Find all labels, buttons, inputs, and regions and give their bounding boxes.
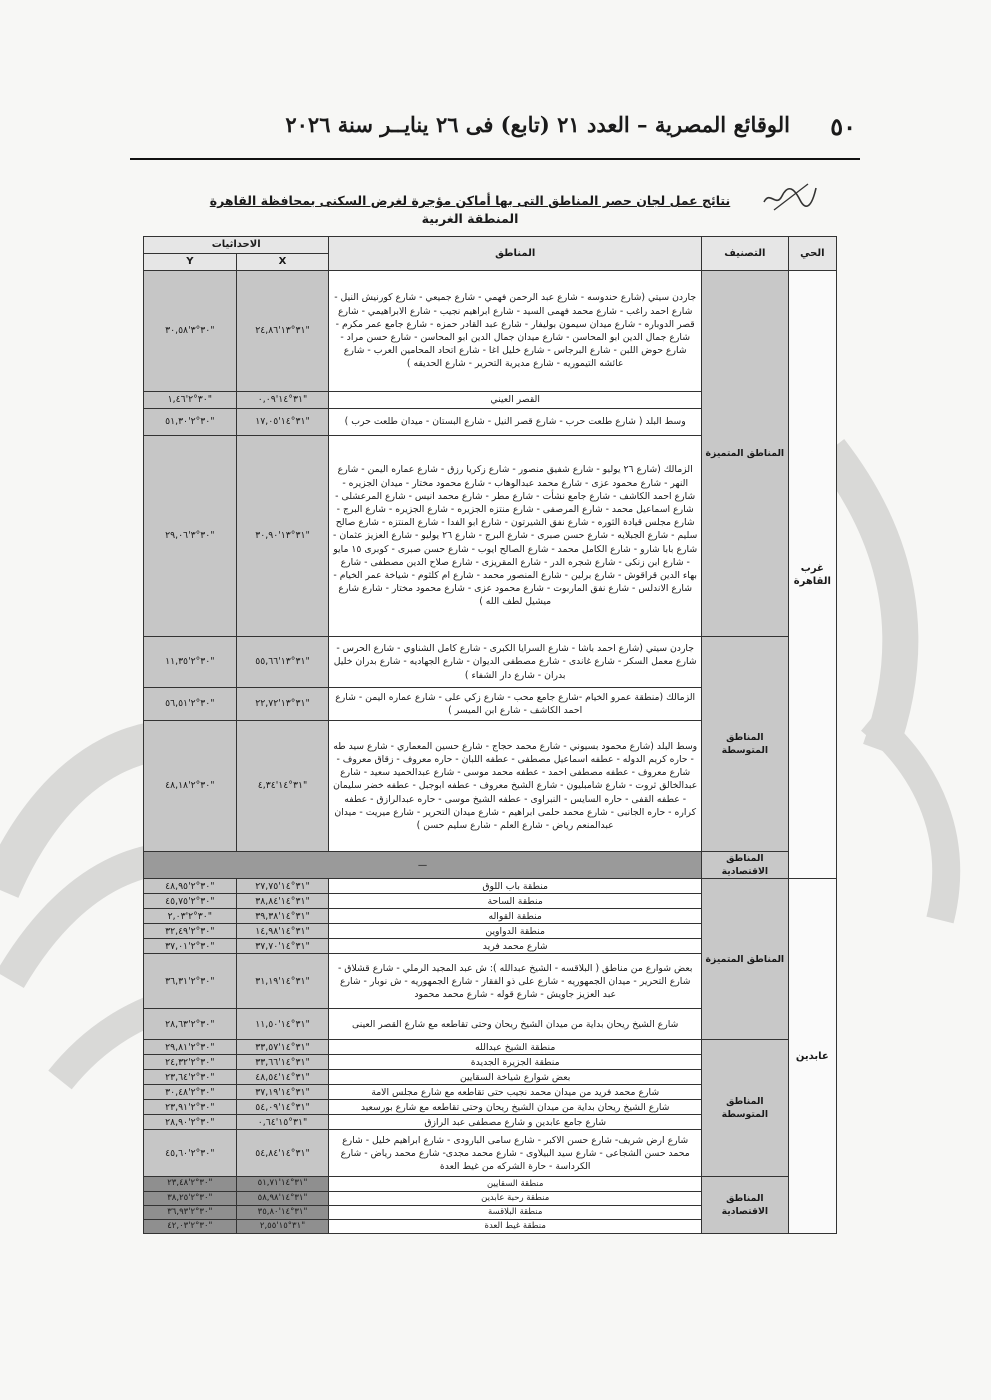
table-row xyxy=(144,879,837,894)
coordinate-y-cell: ٣٠°٢'٢٨,٩٠" xyxy=(144,1115,237,1130)
area-cell: وسط البلد (شارع محمود بسيوني - شارع محمد حجاج - شارع حسين المعماري - شارع سيد طه - حاره كريم الدوله - عطفه اسماعيل مصطفى - عطفه اللبان - حاره معروف - زقاق معروف - شارع معروف - عطفه مصطفى احمد - عطفه محمد موسى - شارع عبدالحميد سعيد - شارع عبدالخالق ثروت - شارع شامبليون - شارع الشيخ معروف - عطفه ابوجبل - عطفه خضر سليمان - عطفه القفى - حاره السايس - النبراوى - عطفه الشيخ موسى - حاره عبدالرازق - عطفه كراره - حاره الجانبى - شارع محمد حلمى ابراهيم - شارع ميدان التحرير - شارع ميريت - ميدان عبدالمنعم رياض - شارع العلم - شارع سليم حسن ) xyxy=(329,721,702,852)
header-classification: التصنيف xyxy=(702,237,789,271)
coordinate-y-cell: ٣٠°٢'١١,٣٥" xyxy=(144,637,237,688)
coordinate-x-cell: ٣١°١٤'٥١,٧١" xyxy=(236,1177,329,1191)
coordinate-y-cell: ٣٠°٢'٥٦,٥١" xyxy=(144,688,237,721)
classification-cell: المناطق المتميزة xyxy=(702,879,789,1040)
area-cell: شارع محمد فريد xyxy=(329,939,702,954)
area-cell: شارع الشيخ ريحان بداية من ميدان الشيخ ريحان وحتى تقاطعه مع شارع بورسعيد xyxy=(329,1100,702,1115)
coordinate-y-cell: ٣٠°٢'٤٥,٧٥" xyxy=(144,894,237,909)
coordinate-y-cell: ٣٠°٢'٣٠,٤٨" xyxy=(144,1085,237,1100)
gazette-title: الوقائع المصرية – العدد ٢١ (تابع) فى ٢٦ ينايــر سنة ٢٠٢٦ xyxy=(285,112,790,137)
coordinate-x-cell: ٣١°١٣'٥٥,٦٦" xyxy=(236,637,329,688)
classification-cell: المناطق الاقتصادية xyxy=(702,1177,789,1234)
header-x: X xyxy=(236,254,329,271)
area-cell: شارع جامع عابدين و شارع مصطفى عبد الرازق xyxy=(329,1115,702,1130)
header-areas: المناطق xyxy=(329,237,702,271)
coordinate-x-cell: ٣١°١٣'٣٠,٩٠" xyxy=(236,436,329,637)
table-header-row xyxy=(144,237,837,254)
area-cell: بعض شوارع من مناطق ( البلاقسه - الشيخ عبدالله ): ش عبد المجيد الرملي - شارع قشلاق - شارع التحرير - ميدان الجمهوريه - شارع على ذو الفقار - شارع الجمهوريه - ش نوبار - شارع عبد العزيز جاويش - شارع قوله - شارع محمد محمود xyxy=(329,954,702,1009)
coordinate-y-cell: ٣٠°٢'٢٣,٤٨" xyxy=(144,1177,237,1191)
coordinate-y-cell: ٣٠°٢'١,٤٦" xyxy=(144,392,237,409)
coordinate-x-cell: ٣١°١٣'٢٤,٨٦" xyxy=(236,271,329,392)
coordinate-x-cell: ٣١°١٤'٠,٠٩" xyxy=(236,392,329,409)
coordinate-y-cell: ٣٠°٢'٣٧,٠١" xyxy=(144,939,237,954)
coordinate-x-cell: ٣١°١٤'٣٨,٨٤" xyxy=(236,894,329,909)
table-body xyxy=(144,271,837,1234)
coordinate-x-cell: ٣١°١٤'٣٣,٥٧" xyxy=(236,1040,329,1055)
coordinate-y-cell: ٣٠°٢'٣٦,٣١" xyxy=(144,954,237,1009)
coordinate-y-cell: ٣٠°٢'٢٨,٦٣" xyxy=(144,1009,237,1040)
area-cell: شارع ارض شريف- شارع حسن الاكبر - شارع سامى البارودى - شارع ابراهيم خليل - شارع محمد حسن الشجاعى - شارع سيد البيلاوى - شارع محمد مجدى- شارع محمد رياض - شارع الكرداسة - حارة الشركه من غيط العدة xyxy=(329,1130,702,1177)
coordinate-x-cell: ٣١°١٤'٣١,١٩" xyxy=(236,954,329,1009)
document-title xyxy=(150,192,790,228)
area-cell: منطقة القواله xyxy=(329,909,702,924)
coordinate-y-cell: ٣٠°٢'٣٢,٤٩" xyxy=(144,924,237,939)
district-cell-west-cairo: غرب القاهرة xyxy=(788,271,836,879)
classification-cell: المناطق المتوسطة xyxy=(702,637,789,852)
coordinate-x-cell: ٣١°١٤'٣٣,٦٦" xyxy=(236,1055,329,1070)
classification-cell: المناطق الاقتصادية xyxy=(702,852,789,879)
header-coordinates: الاحداثيات xyxy=(144,237,329,254)
area-cell: منطقة البلاقسة xyxy=(329,1205,702,1219)
document-title-line2: المنطقة الغربية xyxy=(421,211,519,226)
dash-cell: — xyxy=(144,852,702,879)
coordinate-y-cell: ٣٠°٢'٢٣,٩١" xyxy=(144,1100,237,1115)
area-cell: منطقة الجزيرة الجديدة xyxy=(329,1055,702,1070)
area-cell: منطقة الشيخ عبدالله xyxy=(329,1040,702,1055)
coordinate-y-cell: ٣٠°٢'٢٩,٨١" xyxy=(144,1040,237,1055)
area-cell: الزمالك (منطقة عمرو الخيام -شارع جامع محب - شارع زكي على - شارع عماره اليمن - شارع احمد الكاشف - شارع ابن الميسر ) xyxy=(329,688,702,721)
coordinate-x-cell: ٣١°١٤'٥٤,٠٩" xyxy=(236,1100,329,1115)
area-cell: شارع محمد فريد من ميدان محمد نجيب حتى تقاطعه مع شارع مجلس الامة xyxy=(329,1085,702,1100)
coordinate-x-cell: ٣١°١٥'٠,٦٤" xyxy=(236,1115,329,1130)
coordinate-y-cell: ٣٠°٢'٣٨,٢٥" xyxy=(144,1191,237,1205)
coordinate-y-cell: ٣٠°٢'٢٤,٣٢" xyxy=(144,1055,237,1070)
zones-table-wrapper xyxy=(143,236,837,1234)
area-cell: منطقة الساحة xyxy=(329,894,702,909)
coordinate-x-cell: ٣١°١٤'٤٨,٥٤" xyxy=(236,1070,329,1085)
area-cell: شارع الشيخ ريحان بداية من ميدان الشيخ ريحان وحتى تقاطعه مع شارع القصر العينى xyxy=(329,1009,702,1040)
page-header xyxy=(130,110,860,160)
table-row xyxy=(144,1177,837,1191)
page-number: ٥٠ xyxy=(830,112,856,141)
coordinate-y-cell: ٣٠°٢'٤٥,٦٠" xyxy=(144,1130,237,1177)
coordinate-x-cell: ٣١°١٤'٣٥,٨٠" xyxy=(236,1205,329,1219)
area-cell: منطقة باب اللوق xyxy=(329,879,702,894)
coordinate-y-cell: ٣٠°٢'٤٢,٠٣" xyxy=(144,1220,237,1234)
area-cell: جاردن سيتي (شارع احمد باشا - شارع السرايا الكبرى - شارع كامل الشناوي - شارع الحرس - شارع معمل السكر - شارع غاندى - شارع مصطفى الديوان - شارع الجهاديه - شارع بدران خليل بدران - شارع دار الشفاء ) xyxy=(329,637,702,688)
classification-cell: المناطق المتميزة xyxy=(702,271,789,637)
coordinate-x-cell: ٣١°١٤'٣٧,١٩" xyxy=(236,1085,329,1100)
area-cell: جاردن سيتي (شارع حندوسه - شارع عبد الرحمن فهمي - شارع جميعي - شارع كورنيش النيل - شارع احمد راغب - شارع محمد فهمى السيد - شارع ابراهيم نجيب - شارع الابراهيمي - شارع قصر الدوباره - شارع ميدان سيمون بوليفار - شارع عبد القادر حمزه - شارع جامع عمر مكرم - شارع جمال الدين ابو المحاسن - شارع ميدان جمال الدين ابو المحاسن - شارع حسن مراد - شارع حوض اللبن - شارع البرجاس - شارع خليل اغا - شارع اتحاد المحامين العرب - شارع عائشه التيموريه - شارع مديرية التحرير - شارع الحديقه ) xyxy=(329,271,702,392)
coordinate-y-cell: ٣٠°٣'٢٩,٠٦" xyxy=(144,436,237,637)
area-cell: الزمالك (شارع ٢٦ يوليو - شارع شفيق منصور - شارع زكريا رزق - شارع عماره اليمن - شارع النهر - شارع محمود عزى - شارع محمد عبدالوهاب - شارع محمود مختار - ميدان الجزيره - شارع احمد الكاشف - شارع جامع نشأت - شارع مطر - شارع محمد انيس - شارع المرعشلى - شارع اسماعيل محمد - شارع المرصفى - شارع منتزه الجزيره - شارع الجزيره - شارع البرج - شارع مجلس قيادة الثوره - شارع نفق الشيرتون - شارع ابو الفدا - شارع المنتزه - شارع صالح سليم - شارع الجبلايه - شارع حسن صبرى - شارع البرج - شارع ٢٦ يوليو - شارع العزيز عثمان - شارع بابا شارو - شارع الكامل محمد - شارع الصالح ايوب - شارع حسن صبرى - كوبرى ١٥ مايو - شارع ابن زنكى - شارع شجره الدر - شارع المقريزى - شارع صلاح الدين مصطفى - شارع بهاء الدين قراقوش - شارع برلين - شارع المنصور محمد - شارع ام كلثوم - شياخة عمر الخيام - شارع الاندلس - شارع نفق الماربوت - شارع محمود عزى - شارع محمود مختار - شارع شارع ميشيل لطف الله ) xyxy=(329,436,702,637)
coordinate-y-cell: ٣٠°٢'٤٨,٩٥" xyxy=(144,879,237,894)
area-cell: القصر العيني xyxy=(329,392,702,409)
coordinate-x-cell: ٣١°١٤'٣٧,٧٠" xyxy=(236,939,329,954)
coordinate-y-cell: ٣٠°٢'٤٨,١٨" xyxy=(144,721,237,852)
coordinate-x-cell: ٣١°١٣'٢٢,٧٢" xyxy=(236,688,329,721)
area-cell: منطقة الدواوين xyxy=(329,924,702,939)
coordinate-x-cell: ٣١°١٤'٥٨,٩٨" xyxy=(236,1191,329,1205)
coordinate-x-cell: ٣١°١٤'٢٧,٧٥" xyxy=(236,879,329,894)
coordinate-y-cell: ٣٠°٢'٢٣,٦٤" xyxy=(144,1070,237,1085)
coordinate-y-cell: ٣٠°٢'٥١,٣٠" xyxy=(144,409,237,436)
header-y: Y xyxy=(144,254,237,271)
coordinate-y-cell: ٣٠°٢'٣٦,٩٣" xyxy=(144,1205,237,1219)
area-cell: وسط البلد ( شارع طلعت حرب - شارع قصر النيل - شارع البستان - ميدان طلعت حرب ) xyxy=(329,409,702,436)
coordinate-x-cell: ٣١°١٥'٢,٥٥" xyxy=(236,1220,329,1234)
area-cell: منطقة غيط العدة xyxy=(329,1220,702,1234)
coordinate-x-cell: ٣١°١٤'٤,٣٤" xyxy=(236,721,329,852)
coordinate-x-cell: ٣١°١٤'٥٤,٨٤" xyxy=(236,1130,329,1177)
district-cell-abdeen: عابدين xyxy=(788,879,836,1234)
coordinate-y-cell: ٣٠°٣'٣٠,٥٨" xyxy=(144,271,237,392)
table-row xyxy=(144,271,837,392)
classification-cell: المناطق المتوسطة xyxy=(702,1040,789,1177)
zones-table xyxy=(143,236,837,1234)
document-title-line1: نتائج عمل لجان حصر المناطق التى بها أماكن مؤجرة لغرض السكنى بمحافظة القاهرة xyxy=(209,193,731,208)
area-cell: منطقة رحبة عابدين xyxy=(329,1191,702,1205)
coordinate-y-cell: ٣٠°٢'٢,٠٣" xyxy=(144,909,237,924)
coordinate-x-cell: ٣١°١٤'١١,٥٠" xyxy=(236,1009,329,1040)
area-cell: منطقة السقايين xyxy=(329,1177,702,1191)
table-row xyxy=(144,637,837,688)
area-cell: بعض شوارع شياخة السقايين xyxy=(329,1070,702,1085)
header-hay: الحي xyxy=(788,237,836,271)
coordinate-x-cell: ٣١°١٤'١٧,٠٥" xyxy=(236,409,329,436)
table-row xyxy=(144,1040,837,1055)
table-row-economic-west xyxy=(144,852,837,879)
coordinate-x-cell: ٣١°١٤'٣٩,٣٨" xyxy=(236,909,329,924)
coordinate-x-cell: ٣١°١٤'١٤,٩٨" xyxy=(236,924,329,939)
